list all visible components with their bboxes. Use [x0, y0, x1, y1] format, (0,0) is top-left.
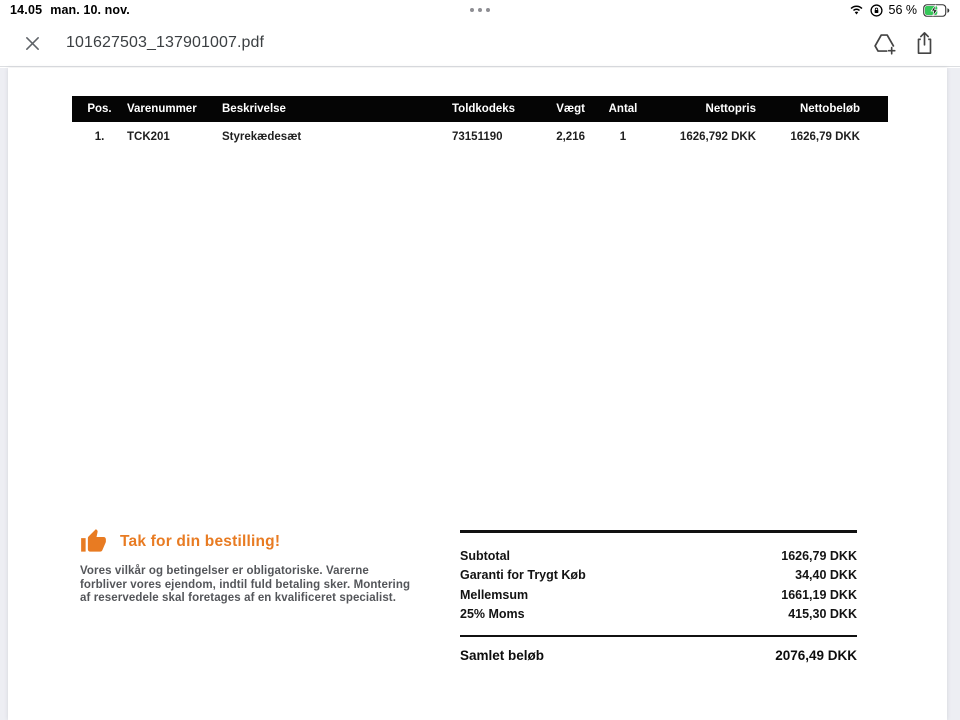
- pdf-viewer-toolbar: [0, 20, 960, 67]
- summary-row-mellemsum: [460, 585, 857, 605]
- thanks-heading: Tak for din bestilling!: [120, 532, 281, 550]
- cell-beskrivelse: Styrekædesæt: [222, 131, 302, 143]
- date: man. 10. nov.: [50, 3, 130, 17]
- summary-total-row: [460, 648, 857, 663]
- table-row: [72, 122, 888, 152]
- thanks-block: [80, 528, 412, 606]
- orientation-lock-icon: [870, 4, 883, 17]
- col-header-antal: Antal: [608, 103, 638, 115]
- thumbs-up-icon: [80, 528, 107, 555]
- summary-label: Garanti for Trygt Køb: [460, 568, 586, 583]
- table-header-row: [72, 96, 888, 122]
- summary-label: Subtotal: [460, 548, 510, 563]
- battery-charging-icon: [923, 4, 950, 17]
- summary-value: 1626,79 DKK: [781, 548, 857, 563]
- line-item-table: [72, 96, 888, 152]
- summary-rows: [460, 546, 857, 624]
- multitask-indicator-icon: [310, 8, 650, 12]
- thanks-heading-row: [80, 528, 412, 555]
- clock: 14.05: [10, 3, 43, 17]
- col-header-nettopris: Nettopris: [705, 103, 756, 115]
- status-bar: [0, 0, 960, 20]
- add-to-drive-icon: [872, 32, 897, 55]
- col-header-beskrivelse: Beskrivelse: [222, 103, 286, 115]
- summary-value: 415,30 DKK: [788, 607, 857, 622]
- summary-row-subtotal: [460, 546, 857, 566]
- summary-block: [460, 530, 857, 663]
- col-header-varenummer: Varenummer: [127, 103, 197, 115]
- summary-value: 1661,19 DKK: [781, 587, 857, 602]
- status-right: [650, 3, 950, 17]
- cell-nettobeloeb: 1626,79 DKK: [790, 131, 860, 143]
- col-header-toldkodeks: Toldkodeks: [452, 103, 516, 115]
- cell-toldkodeks: 73151190: [452, 131, 503, 143]
- total-label: Samlet beløb: [460, 648, 545, 663]
- cell-antal: 1: [619, 131, 627, 143]
- cell-pos: 1.: [94, 131, 105, 143]
- col-header-pos: Pos.: [87, 103, 112, 115]
- pdf-canvas[interactable]: [0, 68, 960, 720]
- summary-value: 34,40 DKK: [795, 568, 857, 583]
- close-icon: [24, 35, 41, 52]
- summary-total-rule: [460, 635, 857, 637]
- wifi-icon: [849, 4, 864, 16]
- add-to-drive-button[interactable]: [864, 23, 904, 63]
- close-button[interactable]: [16, 27, 48, 59]
- summary-label: Mellemsum: [460, 587, 529, 602]
- status-left: [10, 3, 310, 17]
- total-value: 2076,49 DKK: [775, 648, 857, 663]
- summary-top-rule: [460, 530, 857, 533]
- summary-row-garanti: [460, 566, 857, 586]
- pdf-page: [8, 68, 947, 720]
- cell-nettopris: 1626,792 DKK: [679, 131, 756, 143]
- share-button[interactable]: [904, 23, 944, 63]
- col-header-nettobeloeb: Nettobeløb: [799, 103, 860, 115]
- share-icon: [914, 31, 935, 55]
- cell-vaegt: 2,216: [556, 131, 585, 143]
- cell-varenummer: TCK201: [127, 131, 170, 143]
- battery-percent: 56 %: [888, 3, 917, 17]
- document-title: 101627503_137901007.pdf: [66, 34, 265, 51]
- summary-row-moms: [460, 605, 857, 625]
- summary-label: 25% Moms: [460, 607, 525, 622]
- terms-text: Vores vilkår og betingelser er obligatoriske. Varerne forbliver vores ejendom, indtil fuld betaling sker. Montering af reservedele skal foretages af en kvalificeret specialist.: [80, 565, 411, 604]
- col-header-vaegt: Vægt: [556, 103, 585, 115]
